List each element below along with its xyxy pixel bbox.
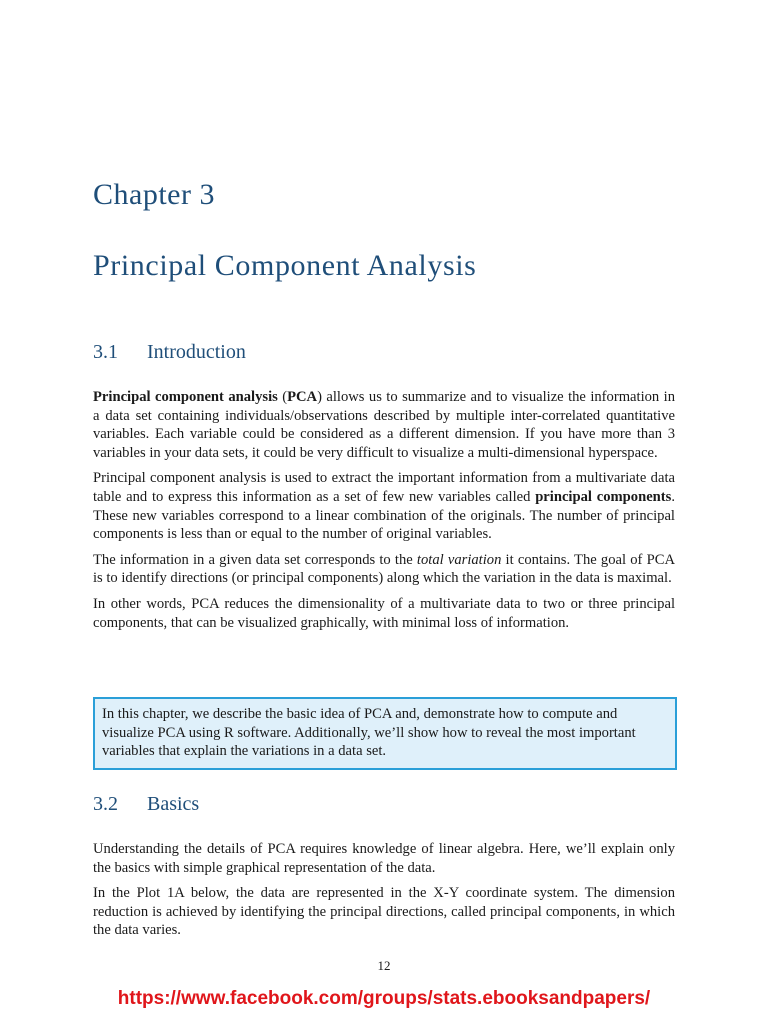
text-run: In the Plot 1A below, the data are represented in the X-Y coordinate system. The dimension reduction is achieved by identifying the principal directions, called principal components, in which the data varies. (93, 885, 675, 939)
section-title: Basics (147, 793, 200, 815)
basics-body (93, 840, 675, 947)
chapter-label: Chapter 3 (93, 178, 215, 211)
introduction-body (93, 388, 675, 639)
text-run: it contains. The goal of PCA is to identify directions (or principal components) along which the variation in the data is maximal. (93, 551, 675, 587)
section-number: 3.1 (93, 341, 118, 363)
paragraph (93, 469, 675, 543)
text-run: . These new variables correspond to a linear combination of the originals. The number of principal components is less than or equal to the number of original variables. (93, 488, 675, 543)
text-run: Understanding the details of PCA requires knowledge of linear algebra. Here, we’ll explain only the basics with simple graphical representation of the data. (93, 841, 675, 876)
text-run: In other words, PCA reduces the dimensionality of a multivariate data to two or three principal components, that can be visualized graphically, with minimal loss of information. (93, 595, 675, 631)
text-run: The information in a given data set corresponds to the (93, 551, 417, 568)
section-title: Introduction (147, 341, 246, 363)
paragraph (93, 595, 675, 632)
note-box (93, 697, 677, 770)
paragraph (93, 840, 675, 877)
page-number: 12 (377, 958, 391, 973)
bold-term: Principal component analysis (93, 389, 278, 405)
italic-term: total variation (416, 551, 502, 568)
section-heading-introduction (93, 341, 246, 364)
bold-term: PCA (287, 389, 318, 405)
section-number: 3.2 (93, 793, 118, 815)
footer-link[interactable]: https://www.facebook.com/groups/stats.ebooksandpapers/ (117, 988, 651, 1009)
bold-term: principal components (535, 488, 672, 505)
paragraph (93, 388, 675, 462)
note-text: In this chapter, we describe the basic idea of PCA and, demonstrate how to compute and visualize PCA using R software. Additionally, we’ll show how to reveal the most important variables that explain the variations in a data set. (102, 706, 636, 760)
paragraph (93, 551, 675, 588)
section-heading-basics (93, 793, 199, 816)
text-run: Principal component analysis is used to extract the important information from a multivariate data table and to express this information as a set of few new variables called (93, 470, 675, 505)
text-run: ) allows us to summarize and to visualize the information in a data set containing individuals/observations described by multiple inter-correlated quantitative variables. Each variable could be considered as a different dimension. If you have more than 3 variables in your data sets, it could be very difficult to visualize a multi-dimensional hyperspace. (93, 389, 676, 461)
chapter-title: Principal Component Analysis (93, 249, 477, 282)
text-run: ( (277, 389, 288, 405)
paragraph (93, 884, 675, 940)
